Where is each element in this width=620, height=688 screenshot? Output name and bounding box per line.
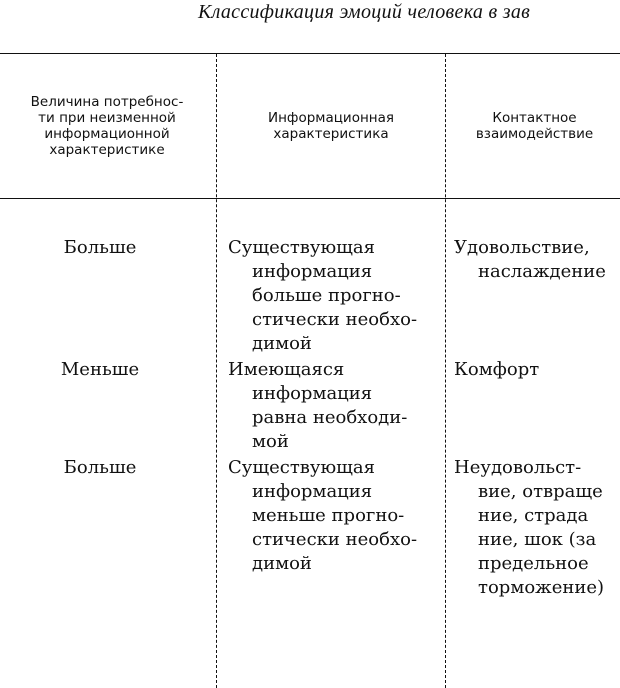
cell-line: информация [252,383,373,404]
cell-line: вие, отвраще [478,481,603,502]
cell-line: ние, шок (за [478,529,597,550]
cell-line: Существующая [228,237,376,258]
page-header: Классификация эмоций человека в зав [198,1,531,23]
contact-cell [454,456,620,600]
column-header-line: характеристика [273,126,389,142]
cell-line: Имеющаяся [228,359,345,380]
info-cell [228,236,448,356]
column-header-line: взаимодействие [475,126,594,142]
cell-line: Меньше [60,359,140,380]
column-header-line: Контактное [492,110,577,126]
cell-line: информация [252,481,373,502]
cell-line: димой [252,553,312,574]
cell-line: Больше [63,237,137,258]
info-cell [228,456,448,576]
cell-line: торможение) [478,577,605,598]
cell-line: стически необхо- [252,309,418,330]
cell-line: предельное [478,553,589,574]
need-cell [0,236,200,260]
cell-line: информация [252,261,373,282]
cell-line: Комфорт [454,359,540,380]
column-divider [216,54,217,688]
column-header-line: Информационная [267,110,395,126]
column-header [0,94,214,158]
cell-line: Существующая [228,457,376,478]
cell-line: меньше прогно- [252,505,405,526]
column-header [449,110,620,142]
cell-line: стически необхо- [252,529,418,550]
cell-line: Удовольствие, [454,237,590,258]
table-top-rule [0,53,620,54]
cell-line: наслаждение [478,261,606,282]
cell-line: ние, страда [478,505,589,526]
cell-line: Неудовольст- [454,457,582,478]
cell-line: мой [252,431,289,452]
column-header-line: характеристике [49,142,165,158]
cell-line: димой [252,333,312,354]
contact-cell [454,358,620,382]
need-cell [0,358,200,382]
column-header-line: информационной [44,126,170,142]
cell-line: Больше [63,457,137,478]
table-header-rule [0,198,620,199]
column-header [220,110,442,142]
cell-line: больше прогно- [252,285,401,306]
contact-cell [454,236,620,284]
need-cell [0,456,200,480]
column-header-line: Величина потребнос- [30,94,184,110]
info-cell [228,358,448,454]
column-header-line: ти при неизменной [38,110,176,126]
cell-line: равна необходи- [252,407,408,428]
